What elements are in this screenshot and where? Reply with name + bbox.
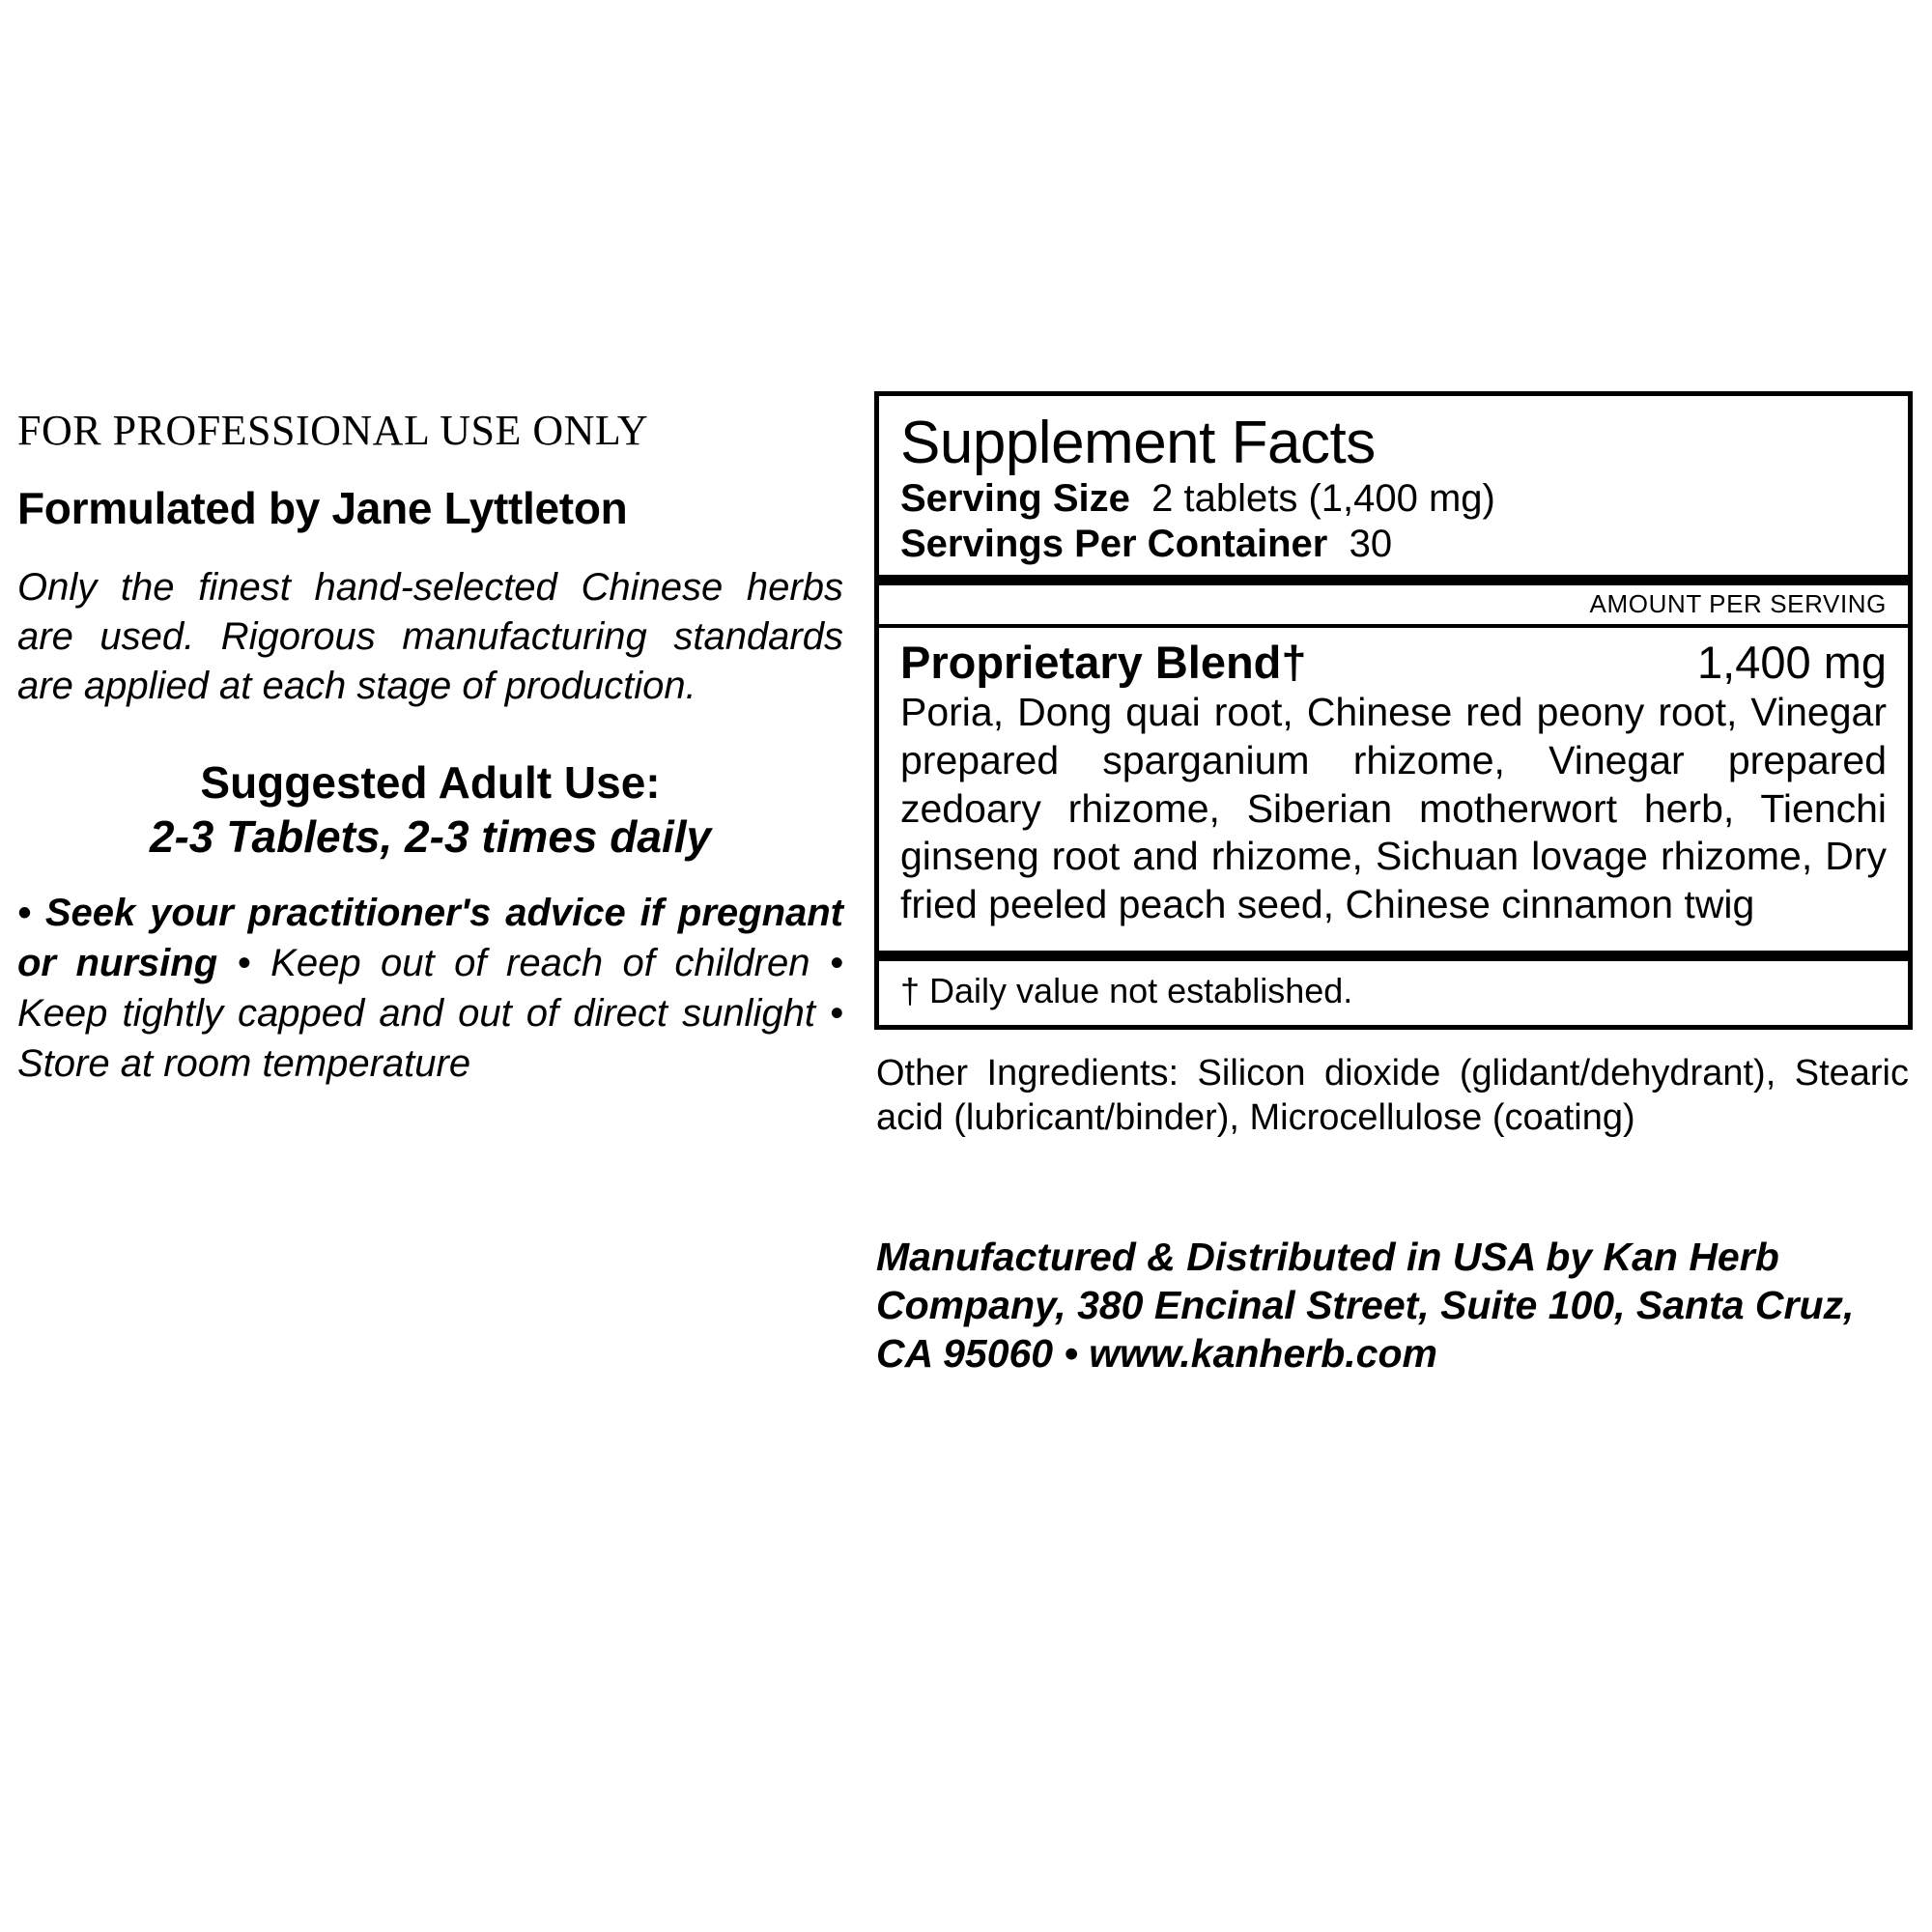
proprietary-blend-ingredients: Poria, Dong quai root, Chinese red peony root, Vinegar prepared sparganium rhizome, Vinegar prepared zedoary rhizome, Siberian motherwort herb, Tienchi ginseng root and rhizome, Sichuan lovage rhizome, Dry fried peeled peach seed, Chinese cinnamon twig <box>900 690 1887 926</box>
serving-size-label: Serving Size <box>900 477 1130 521</box>
divider-thick-top <box>879 575 1908 585</box>
proprietary-blend-row <box>879 628 1908 689</box>
quality-statement-text: Only the finest hand-selected Chinese herbs are used. Rigorous manufacturing standards are applied at each stage of production. <box>17 566 843 708</box>
servings-per-container-value: 30 <box>1349 523 1393 566</box>
proprietary-blend-amount: 1,400 mg <box>1697 637 1887 689</box>
supplement-facts-title: Supplement Facts <box>900 410 1376 476</box>
cautions-paragraph <box>17 888 843 1089</box>
formulated-by-heading: Formulated by Jane Lyttleton <box>17 483 628 533</box>
manufacturer-text: Manufactured & Distributed in USA by Kan Herb Company, 380 Encinal Street, Suite 100, Santa Cruz, CA 95060 • www.kanherb.com <box>876 1235 1855 1377</box>
serving-size-row <box>900 476 1887 522</box>
supplement-facts-panel <box>874 391 1913 1030</box>
divider-thick-bottom <box>879 951 1908 961</box>
amount-per-serving-header: AMOUNT PER SERVING <box>1589 589 1887 619</box>
professional-use-heading: FOR PROFESSIONAL USE ONLY <box>17 407 649 454</box>
left-info-column <box>17 406 843 1089</box>
suggested-use-heading: Suggested Adult Use: <box>200 756 661 808</box>
servings-per-container-label: Servings Per Container <box>900 523 1328 566</box>
daily-value-note: † Daily value not established. <box>900 970 1353 1010</box>
cautions-rest-text: • Keep out of reach of children • Keep tightly capped and out of direct sunlight • Store at room temperature <box>17 941 843 1085</box>
supplement-facts-header <box>879 396 1908 567</box>
servings-per-container-row <box>900 522 1887 567</box>
other-ingredients-text: Other Ingredients: Silicon dioxide (glidant/dehydrant), Stearic acid (lubricant/binder), Microcellulose (coating) <box>876 1052 1909 1138</box>
proprietary-blend-name: Proprietary Blend† <box>900 637 1307 689</box>
right-facts-column <box>874 391 1913 1378</box>
serving-size-value: 2 tablets (1,400 mg) <box>1151 477 1495 521</box>
cautions-bold-text: • Seek your practitioner's advice if pregnant or nursing <box>17 891 843 984</box>
suggested-use-dose: 2-3 Tablets, 2-3 times daily <box>149 810 712 862</box>
